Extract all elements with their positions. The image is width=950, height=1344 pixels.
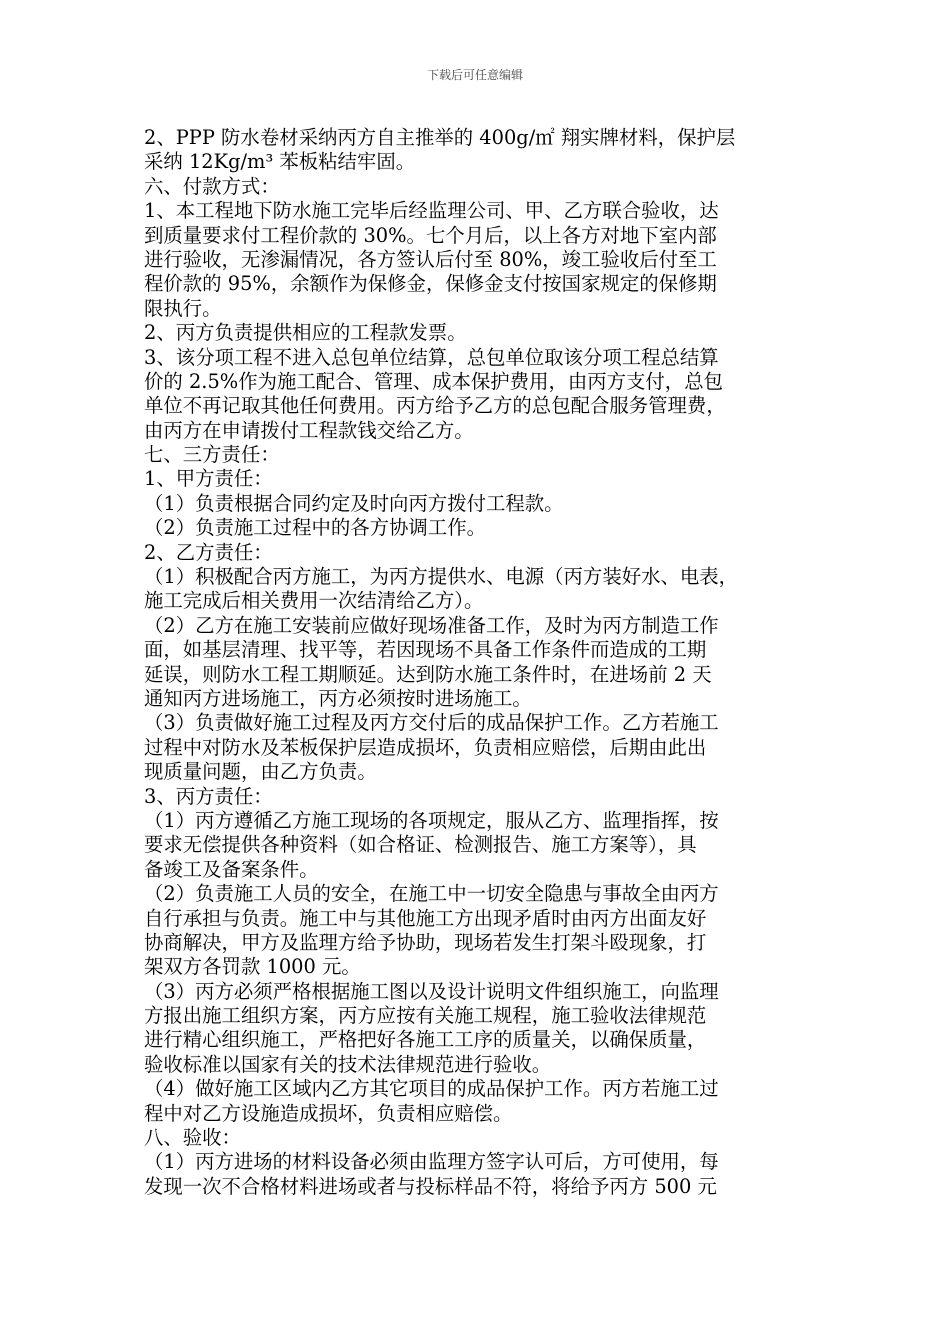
text-line: 2、乙方责任： — [144, 540, 273, 564]
text-line: 七、三方责任： — [144, 443, 280, 467]
text-line: 1、本工程地下防水施工完毕后经监理公司、甲、乙方联合验收，达 — [144, 199, 719, 223]
text-line: 验收标准以国家有关的技术法律规范进行验收。 — [144, 1052, 552, 1076]
text-line: 1、甲方责任： — [144, 467, 273, 491]
text-line: 现质量问题，由乙方负责。 — [144, 760, 377, 784]
text-line: （4）做好施工区域内乙方其它项目的成品保护工作。丙方若施工过 — [144, 1077, 719, 1101]
text-line: 延误，则防水工程工期顺延。达到防水施工条件时，在进场前 2 天 — [144, 662, 712, 686]
text-line: 通知丙方进场施工，丙方必须按时进场施工。 — [144, 686, 532, 710]
text-line: 程价款的 95%，余额作为保修金，保修金支付按国家规定的保修期 — [144, 272, 717, 296]
text-line: （3）负责做好施工过程及丙方交付后的成品保护工作。乙方若施工 — [144, 711, 719, 735]
text-line: 限执行。 — [144, 296, 222, 320]
text-line: 八、验收： — [144, 1126, 241, 1150]
text-line: 单位不再记取其他任何费用。丙方给予乙方的总包配合服务管理费， — [144, 394, 726, 418]
document-body — [144, 126, 814, 1199]
text-line: 进行验收，无渗漏情况，各方签认后付至 80%，竣工验收后付至工 — [144, 247, 717, 271]
text-line: （2）负责施工过程中的各方协调工作。 — [144, 516, 486, 540]
text-line: （2）负责施工人员的安全，在施工中一切安全隐患与事故全由丙方 — [144, 882, 719, 906]
text-line: 发现一次不合格材料进场或者与投标样品不符，将给予丙方 500 元 — [144, 1174, 717, 1198]
text-line: （3）丙方必须严格根据施工图以及设计说明文件组织施工，向监理 — [144, 979, 719, 1003]
text-line: 价的 2.5%作为施工配合、管理、成本保护费用，由丙方支付，总包 — [144, 369, 723, 393]
text-line: 过程中对防水及苯板保护层造成损坏，负责相应赔偿，后期由此出 — [144, 735, 707, 759]
text-line: （1）积极配合丙方施工，为丙方提供水、电源（丙方装好水、电表， — [144, 565, 739, 589]
text-line: 备竣工及备案条件。 — [144, 857, 319, 881]
text-line: 3、丙方责任： — [144, 784, 273, 808]
text-line: 程中对乙方设施造成损坏，负责相应赔偿。 — [144, 1101, 513, 1125]
text-line: 3、该分项工程不进入总包单位结算，总包单位取该分项工程总结算 — [144, 345, 719, 369]
text-line: 施工完成后相关费用一次结清给乙方）。 — [144, 589, 484, 613]
text-line: （1）丙方遵循乙方施工现场的各项规定，服从乙方、监理指挥，按 — [144, 808, 719, 832]
text-line: 到质量要求付工程价款的 30%。七个月后，以上各方对地下室内部 — [144, 223, 717, 247]
text-line: 进行精心组织施工，严格把好各施工工序的质量关，以确保质量， — [144, 1028, 707, 1052]
text-line: （2）乙方在施工安装前应做好现场准备工作，及时为丙方制造工作 — [144, 613, 719, 637]
text-line: 自行承担与负责。施工中与其他施工方出现矛盾时由丙方出面友好 — [144, 906, 707, 930]
text-line: 要求无偿提供各种资料（如合格证、检测报告、施工方案等），具 — [144, 833, 697, 857]
text-line: （1）负责根据合同约定及时向丙方拨付工程款。 — [144, 491, 564, 515]
text-line: 六、付款方式： — [144, 174, 280, 198]
text-line: 2、PPP 防水卷材采纳丙方自主推举的 400g/㎡ 翔实牌材料，保护层 — [144, 126, 736, 149]
text-line: 采纳 12Kg/m³ 苯板粘结牢固。 — [144, 150, 416, 174]
text-line: 方报出施工组织方案，丙方应按有关施工规程，施工验收法律规范 — [144, 1004, 707, 1028]
text-line: 架双方各罚款 1000 元。 — [144, 955, 361, 979]
text-line: 2、丙方负责提供相应的工程款发票。 — [144, 321, 467, 345]
text-line: （1）丙方进场的材料设备必须由监理方签字认可后，方可使用，每 — [144, 1150, 719, 1174]
text-line: 面，如基层清理、找平等，若因现场不具备工作条件而造成的工期 — [144, 638, 707, 662]
page-header-note: 下载后可任意编辑 — [426, 68, 523, 82]
text-line: 协商解决，甲方及监理方给予协助，现场若发生打架斗殴现象，打 — [144, 930, 707, 954]
text-line: 由丙方在申请拨付工程款钱交给乙方。 — [144, 418, 474, 442]
